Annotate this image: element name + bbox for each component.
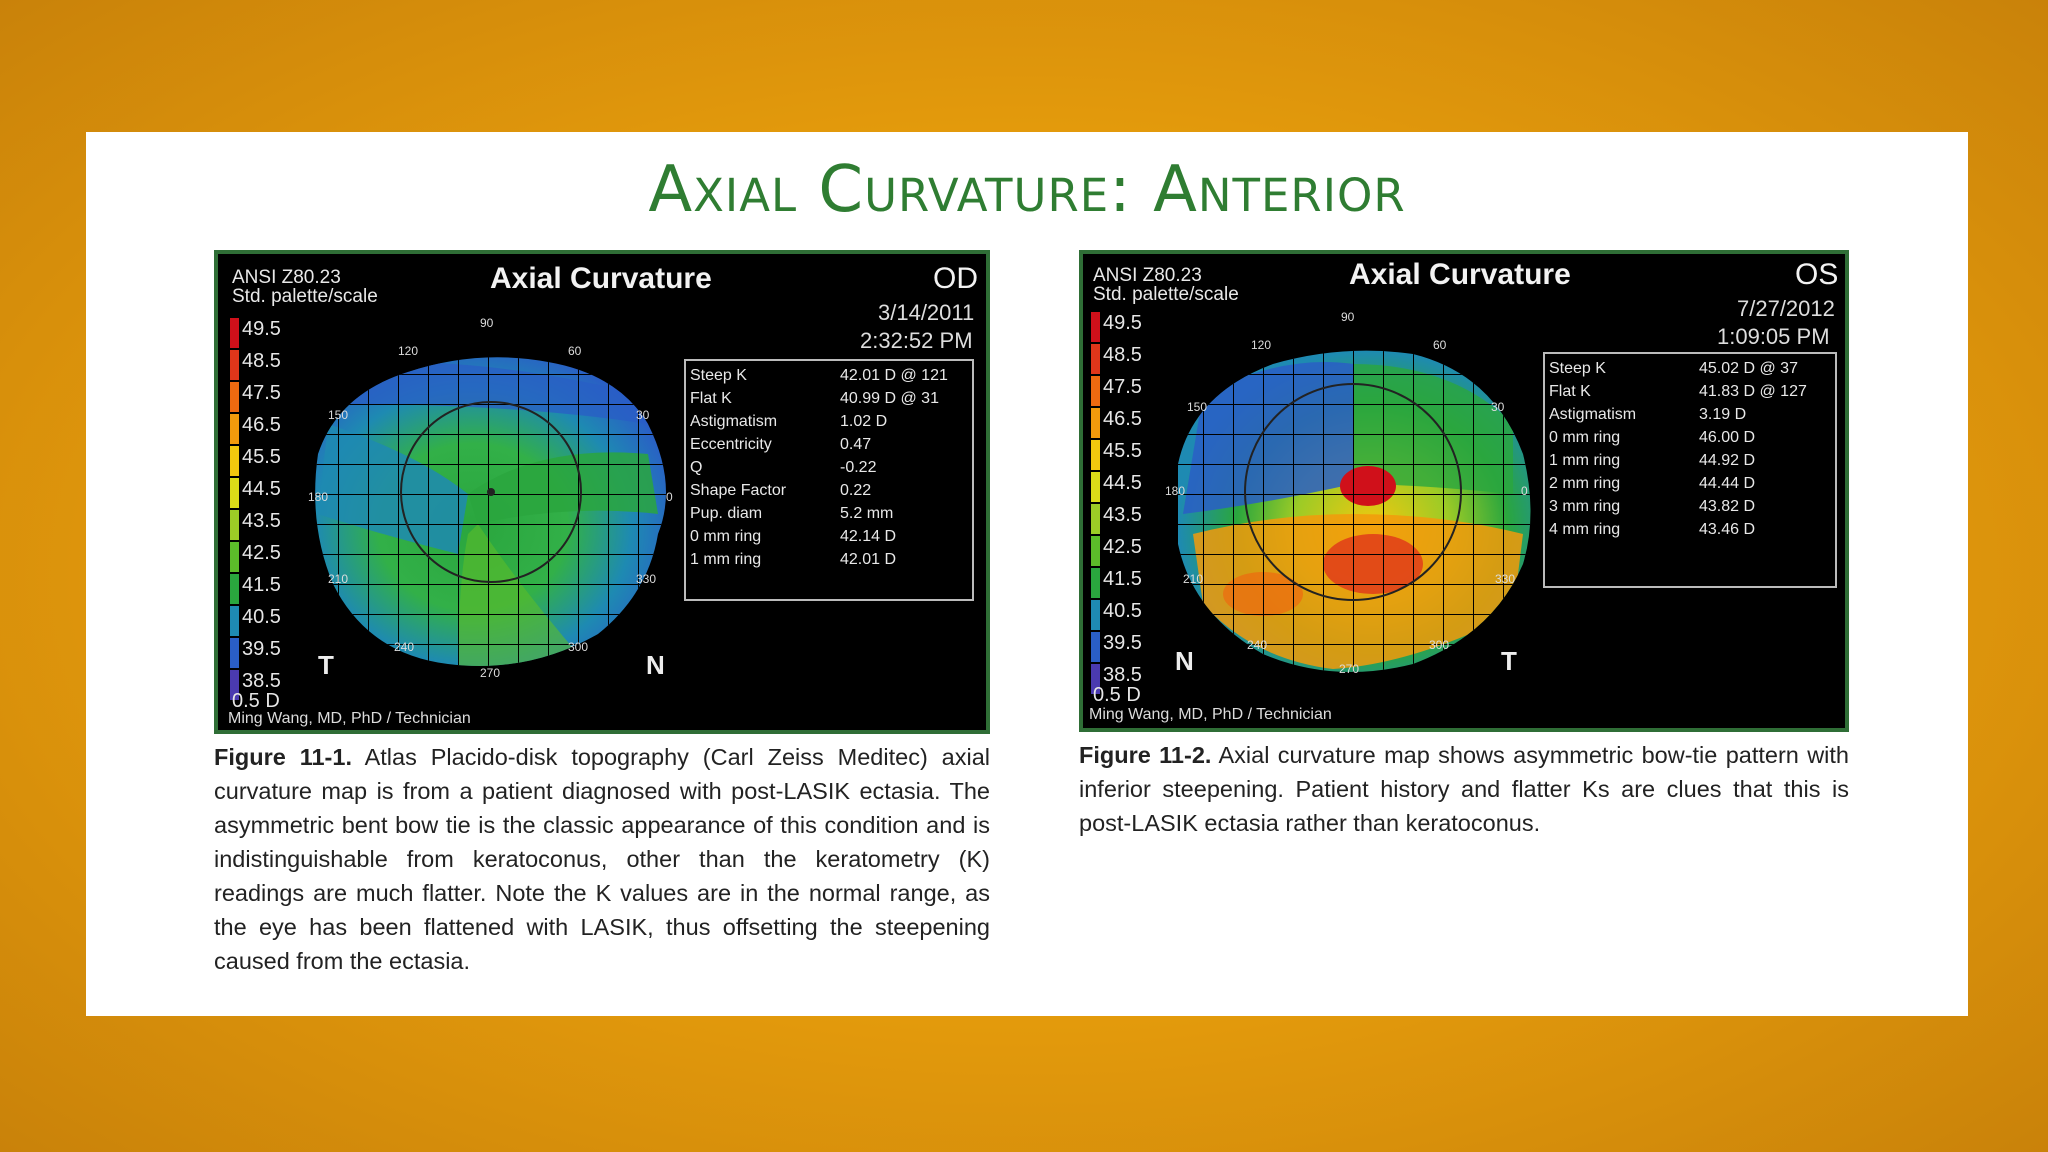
scale-value: 39.5 [1103, 632, 1142, 654]
scale-value: 46.5 [1103, 408, 1142, 430]
degree-150: 150 [328, 408, 349, 422]
degree-150: 150 [1187, 400, 1208, 414]
degree-60: 60 [568, 344, 582, 358]
degree-30: 30 [1491, 400, 1505, 414]
scale-value: 40.5 [1103, 600, 1142, 622]
info-value: 46.00 D [1699, 429, 1756, 446]
eye-label: OS [1795, 258, 1839, 291]
scale-swatch [1091, 504, 1100, 534]
info-value: 42.14 D [840, 528, 897, 545]
degree-270: 270 [1339, 662, 1360, 676]
scale-value: 44.5 [1103, 472, 1142, 494]
scale-swatch [230, 574, 239, 604]
scale-swatch [230, 638, 239, 668]
degree-210: 210 [1183, 572, 1204, 586]
credit-line: Ming Wang, MD, PhD / Technician [1089, 706, 1332, 723]
scale-value: 45.5 [242, 446, 281, 468]
degree-30: 30 [636, 408, 650, 422]
keratometry-info-box [684, 359, 974, 601]
info-label: 0 mm ring [1549, 429, 1621, 446]
scale-value: 38.5 [242, 670, 281, 692]
figure-2-caption [1079, 738, 1849, 840]
scale-swatch [1091, 312, 1100, 342]
palette-label: Std. palette/scale [232, 286, 378, 307]
scale-swatch [1091, 472, 1100, 502]
scale-value: 47.5 [242, 382, 281, 404]
scale-value: 40.5 [242, 606, 281, 628]
figure-2 [1079, 250, 1849, 732]
info-label: Astigmatism [690, 413, 778, 430]
degree-180: 180 [1165, 484, 1186, 498]
info-label: 1 mm ring [690, 551, 762, 568]
info-value: 1.02 D [840, 413, 888, 430]
scale-value: 45.5 [1103, 440, 1142, 462]
map-title: Axial Curvature [1349, 258, 1571, 291]
eye-label: OD [933, 262, 978, 295]
degree-300: 300 [1429, 638, 1450, 652]
info-label: 4 mm ring [1549, 521, 1621, 538]
degree-180: 180 [308, 490, 329, 504]
info-value: 44.92 D [1699, 452, 1756, 469]
scale-value: 49.5 [242, 318, 281, 340]
info-value: 43.82 D [1699, 498, 1756, 515]
scale-value: 39.5 [242, 638, 281, 660]
figure-1 [214, 250, 990, 734]
direction-right: T [1501, 646, 1517, 676]
scale-swatch [230, 542, 239, 572]
scale-value: 44.5 [242, 478, 281, 500]
degree-330: 330 [636, 572, 657, 586]
exam-date: 7/27/2012 [1737, 296, 1835, 321]
direction-right: N [646, 650, 665, 680]
scale-swatch [230, 318, 239, 348]
info-label: Eccentricity [690, 436, 772, 453]
scale-value: 41.5 [1103, 568, 1142, 590]
exam-time: 1:09:05 PM [1717, 324, 1830, 349]
info-value: 42.01 D @ 121 [840, 367, 948, 384]
degree-60: 60 [1433, 338, 1447, 352]
slide-title: Axial Curvature: Anterior [648, 153, 1406, 227]
degree-330: 330 [1495, 572, 1516, 586]
scale-swatch [1091, 440, 1100, 470]
caption-label: Figure 11-2. [1079, 742, 1212, 768]
info-label: Steep K [1549, 360, 1606, 377]
scale-swatch [230, 606, 239, 636]
scale-swatch [1091, 344, 1100, 374]
scale-swatch [230, 350, 239, 380]
info-label: Shape Factor [690, 482, 787, 499]
scale-value: 43.5 [1103, 504, 1142, 526]
scale-swatch [1091, 408, 1100, 438]
degree-90: 90 [480, 316, 494, 330]
scale-swatch [230, 446, 239, 476]
slide [86, 132, 1968, 1016]
info-value: 5.2 mm [840, 505, 894, 522]
exam-time: 2:32:52 PM [860, 328, 973, 353]
info-label: 2 mm ring [1549, 475, 1621, 492]
keratometry-info-box [1543, 352, 1837, 588]
scale-value: 41.5 [242, 574, 281, 596]
info-label: 0 mm ring [690, 528, 762, 545]
info-value: -0.22 [840, 459, 877, 476]
info-value: 3.19 D [1699, 406, 1747, 423]
caption-label: Figure 11-1. [214, 744, 352, 770]
scale-value: 48.5 [242, 350, 281, 372]
info-value: 0.47 [840, 436, 872, 453]
degree-120: 120 [1251, 338, 1272, 352]
info-value: 42.01 D [840, 551, 897, 568]
figure-1-caption [214, 740, 990, 978]
degree-210: 210 [328, 572, 349, 586]
map-title: Axial Curvature [490, 262, 712, 295]
degree-240: 240 [1247, 638, 1268, 652]
info-value: 41.83 D @ 127 [1699, 383, 1807, 400]
info-label: 3 mm ring [1549, 498, 1621, 515]
ansi-standard: ANSI Z80.23 [1093, 265, 1202, 286]
ansi-standard: ANSI Z80.23 [232, 267, 341, 288]
info-label: Flat K [690, 390, 732, 407]
scale-value: 42.5 [1103, 536, 1142, 558]
info-value: 0.22 [840, 482, 872, 499]
info-label: Astigmatism [1549, 406, 1637, 423]
scale-value: 42.5 [242, 542, 281, 564]
info-value: 44.44 D [1699, 475, 1756, 492]
scale-swatch [1091, 600, 1100, 630]
topography-map-od [214, 250, 990, 734]
scale-swatch [230, 478, 239, 508]
info-label: Q [690, 459, 703, 476]
scale-step: 0.5 D [232, 690, 280, 712]
info-label: Pup. diam [690, 505, 763, 522]
degree-300: 300 [568, 640, 589, 654]
scale-value: 46.5 [242, 414, 281, 436]
scale-swatch [1091, 568, 1100, 598]
info-label: Steep K [690, 367, 747, 384]
caption-text: Axial curvature map shows asymmetric bow-tie pattern with inferior steepening. Patient history and flatter Ks are clues that this is post-LASIK ectasia rather than keratoconus. [1079, 742, 1850, 836]
exam-date: 3/14/2011 [878, 300, 975, 325]
scale-swatch [1091, 632, 1100, 662]
degree-240: 240 [394, 640, 415, 654]
scale-swatch [1091, 536, 1100, 566]
topography-map-os [1079, 250, 1849, 732]
scale-value: 49.5 [1103, 312, 1142, 334]
scale-value: 38.5 [1103, 664, 1142, 686]
scale-step: 0.5 D [1093, 684, 1141, 706]
degree-0: 0 [1521, 484, 1528, 498]
scale-swatch [230, 414, 239, 444]
caption-text: Atlas Placido-disk topography (Carl Zeiss Meditec) axial curvature map is from a patient diagnosed with post-LASIK ectasia. The asymmetric bent bow tie is the classic appearance of this condition and is indistinguishable from keratoconus, other than the keratometry (K) readings are much flatter. Note the K values are in the normal range, as the eye has been flattened with LASIK, thus offsetting the steepening caused from the ectasia. [214, 744, 991, 974]
scale-value: 43.5 [242, 510, 281, 532]
direction-left: T [318, 650, 334, 680]
info-value: 43.46 D [1699, 521, 1756, 538]
scale-swatch [230, 510, 239, 540]
palette-label: Std. palette/scale [1093, 284, 1239, 305]
scale-value: 47.5 [1103, 376, 1142, 398]
scale-swatch [1091, 376, 1100, 406]
scale-swatch [230, 382, 239, 412]
info-value: 45.02 D @ 37 [1699, 360, 1798, 377]
credit-line: Ming Wang, MD, PhD / Technician [228, 710, 471, 727]
info-label: 1 mm ring [1549, 452, 1621, 469]
degree-120: 120 [398, 344, 419, 358]
degree-270: 270 [480, 666, 501, 680]
info-value: 40.99 D @ 31 [840, 390, 939, 407]
scale-value: 48.5 [1103, 344, 1142, 366]
direction-left: N [1175, 646, 1194, 676]
info-label: Flat K [1549, 383, 1591, 400]
degree-90: 90 [1341, 310, 1355, 324]
degree-0: 0 [666, 490, 673, 504]
